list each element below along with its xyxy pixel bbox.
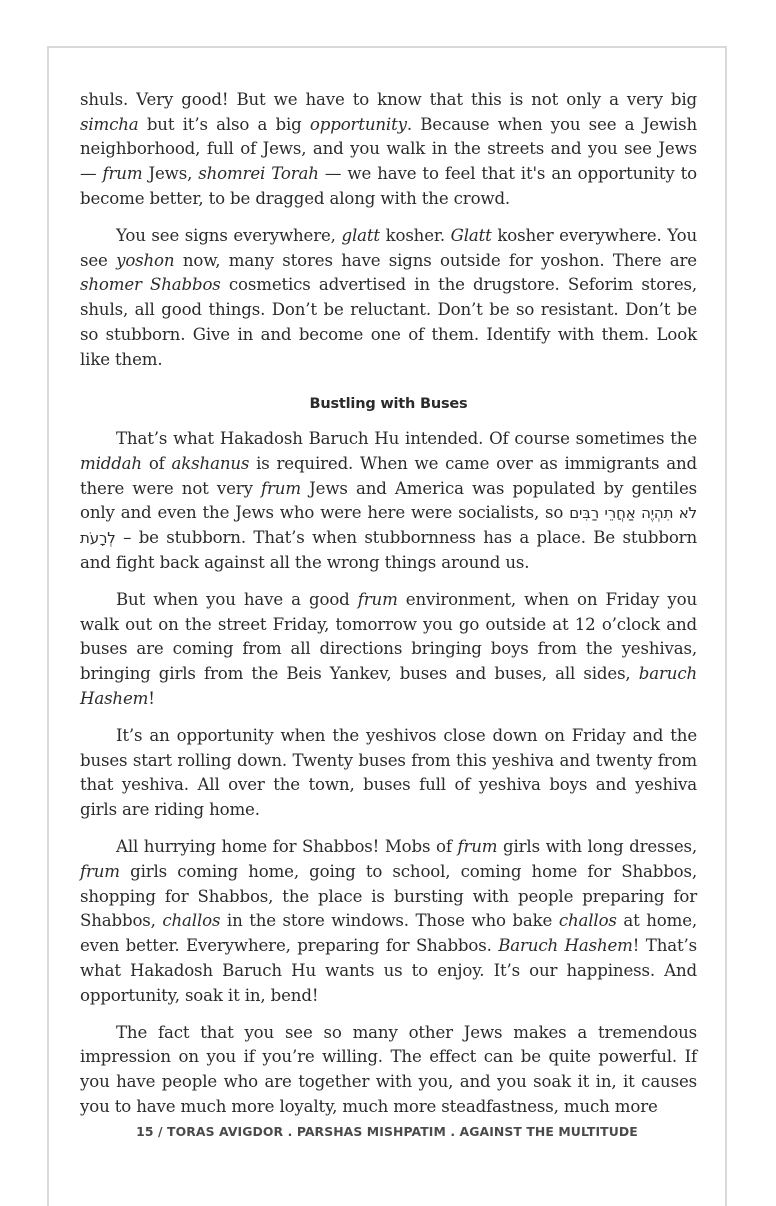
italic-term: frum: [102, 164, 143, 184]
text-run: kosher everywhere. You see: [80, 226, 697, 270]
text-run: It’s an opportunity when the yeshivos close down on Friday and the buses start rolling down. Twenty buses from this yeshiva and twenty from that yeshiva. All over the town, buses full of yeshiva boys and yeshiva girls are riding home.: [80, 725, 697, 820]
italic-term: frum: [357, 589, 398, 609]
italic-term: Baruch Hashem: [498, 936, 633, 956]
page-footer: 15 / TORAS AVIGDOR . PARSHAS MISHPATIM . AGAINST THE MULTITUDE: [136, 1124, 638, 1139]
section-paragraphs: [80, 427, 697, 1119]
body-paragraph: [80, 724, 697, 823]
italic-term: yoshon: [116, 250, 175, 270]
body-paragraph: [80, 88, 697, 212]
text-run: – be stubborn. That’s when stubbornness has a place. Be stubborn and fight back against all the wrong things around us.: [80, 528, 697, 572]
italic-term: frum: [261, 478, 301, 498]
italic-term: glatt: [341, 226, 380, 246]
text-run: ! That’s what Hakadosh Baruch Hu wants us to enjoy. It’s our happiness. And opportunity, soak it in, bend!: [80, 936, 697, 1005]
hebrew-quote: לֹא תִהְיֶה אַחֲרֵי רַבִּים לְרָעֹת: [80, 504, 697, 548]
italic-term: challos: [162, 911, 221, 931]
text-run: But when you have a good: [116, 589, 358, 609]
text-run: shuls. Very good! But we have to know that this is not only a very big: [80, 90, 697, 109]
text-run: You see signs everywhere,: [116, 226, 342, 246]
italic-term: shomer Shabbos: [80, 275, 221, 295]
italic-term: akshanus: [171, 453, 250, 473]
text-run: !: [148, 688, 155, 708]
italic-term: Glatt: [450, 226, 492, 246]
text-run: . Because when you see a Jewish neighborhood, full of Jews, and you walk in the streets and you see Jews —: [80, 114, 697, 184]
text-run: The fact that you see so many other Jews makes a tremendous impression on you if you’re willing. The effect can be quite powerful. If you have people who are together with you, and you soak it in, it causes you to have much more loyalty, much more steadfastness, much more: [80, 1022, 697, 1116]
text-run: environment, when on Friday you walk out on the street Friday, tomorrow you go outside at 12 o’clock and buses are coming from all directions bringing boys from the yeshivas, bringing girls from the Beis Yankev, buses and buses, all sides,: [80, 589, 698, 684]
text-run: but it’s also a big: [138, 114, 310, 134]
text-run: now, many stores have signs outside for yoshon. There are: [174, 250, 697, 270]
italic-term: middah: [80, 453, 142, 473]
text-run: girls with long dresses,: [497, 837, 697, 857]
italic-term: challos: [558, 911, 617, 931]
intro-paragraphs: [80, 88, 697, 372]
text-run: cosmetics advertised in the drugstore. Seforim stores, shuls, all good things. Don’t be reluctant. Don’t be so resistant. Don’t be so stubborn. Give in and become one of them. Identify with them. Look like them.: [80, 275, 697, 369]
italic-term: baruch Hashem: [80, 664, 697, 708]
text-run: That’s what Hakadosh Baruch Hu intended. Of course sometimes the: [116, 429, 697, 449]
text-run: kosher.: [379, 226, 451, 246]
italic-term: frum: [80, 861, 120, 881]
text-run: in the store windows. Those who bake: [220, 911, 559, 931]
text-run: Jews and America was populated by gentiles only and even the Jews who were here were socialists, so: [80, 478, 698, 523]
text-run: All hurrying home for Shabbos! Mobs of: [116, 837, 458, 857]
body-paragraph: [80, 427, 697, 575]
text-run: at home, even better. Everywhere, preparing for Shabbos.: [80, 911, 697, 956]
italic-term: opportunity: [309, 114, 407, 134]
page-content: [80, 88, 697, 1132]
body-paragraph: [80, 588, 697, 712]
body-paragraph: [80, 1021, 697, 1120]
text-run: Jews,: [142, 164, 199, 184]
text-run: is required. When we came over as immigrants and there were not very: [80, 453, 697, 498]
text-run: girls coming home, going to school, coming home for Shabbos, shopping for Shabbos, the place is bursting with people preparing for Shabbos,: [80, 861, 697, 931]
body-paragraph: [80, 835, 697, 1008]
italic-term: shomrei Torah: [198, 164, 319, 184]
text-run: of: [141, 453, 172, 473]
italic-term: frum: [457, 837, 498, 857]
body-paragraph: [80, 224, 697, 372]
section-heading: Bustling with Buses: [309, 396, 468, 413]
italic-term: simcha: [80, 114, 139, 134]
text-run: — we have to feel that it's an opportunity to become better, to be dragged along with the crowd.: [80, 164, 697, 208]
